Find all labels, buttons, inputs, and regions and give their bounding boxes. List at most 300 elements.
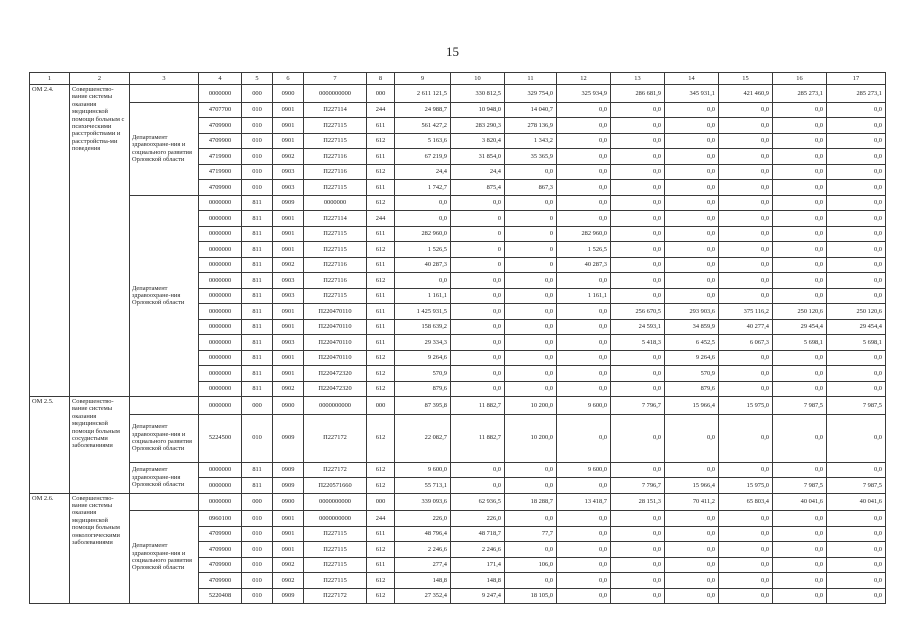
table-cell: 0,0 <box>557 526 611 542</box>
table-cell: 2 611 121,5 <box>395 85 451 103</box>
table-cell: 0,0 <box>665 273 719 289</box>
table-cell: 612 <box>367 588 395 604</box>
table-cell: 0,0 <box>557 164 611 180</box>
table-cell: 55 713,1 <box>395 478 451 494</box>
table-cell: 811 <box>242 211 273 227</box>
table-cell: 4709900 <box>199 573 242 589</box>
table-cell: 1 425 931,5 <box>395 304 451 320</box>
table-cell: 611 <box>367 304 395 320</box>
table-cell: 0901 <box>273 102 304 118</box>
table-cell: 1 526,5 <box>557 242 611 258</box>
table-cell: 22 082,7 <box>395 414 451 462</box>
table-cell: 0,0 <box>827 573 886 589</box>
table-cell: 0,0 <box>719 462 773 478</box>
table-cell: 611 <box>367 257 395 273</box>
column-header: 13 <box>611 73 665 85</box>
table-cell: 2 246,6 <box>451 542 505 558</box>
table-cell: 811 <box>242 257 273 273</box>
table-cell: 9 600,0 <box>557 397 611 415</box>
table-cell: 0,0 <box>665 542 719 558</box>
table-cell: 0,0 <box>557 588 611 604</box>
table-cell: 0000000 <box>199 366 242 382</box>
table-cell: 811 <box>242 366 273 382</box>
table-cell: 811 <box>242 242 273 258</box>
table-cell: 0,0 <box>451 273 505 289</box>
table-cell: 0901 <box>273 133 304 149</box>
table-cell: 0,0 <box>773 242 827 258</box>
table-cell: П220470110 <box>304 319 367 335</box>
table-cell: 612 <box>367 350 395 366</box>
table-cell: 0,0 <box>773 211 827 227</box>
table-cell: 0,0 <box>611 414 665 462</box>
table-cell: 0,0 <box>557 102 611 118</box>
table-cell: 0,0 <box>451 478 505 494</box>
table-cell: 0 <box>451 257 505 273</box>
table-cell: 811 <box>242 273 273 289</box>
table-cell: 0000000 <box>199 211 242 227</box>
table-cell: 867,3 <box>505 180 557 196</box>
table-cell: 0,0 <box>505 573 557 589</box>
table-row <box>30 397 886 415</box>
table-cell: 0,0 <box>451 304 505 320</box>
table-cell: 0,0 <box>611 226 665 242</box>
table-cell: 5 418,3 <box>611 335 665 351</box>
table-cell: 0,0 <box>665 226 719 242</box>
table-cell: 0909 <box>273 588 304 604</box>
table-row <box>30 493 886 511</box>
table-cell: П220571660 <box>304 478 367 494</box>
column-header: 4 <box>199 73 242 85</box>
table-cell: 0900 <box>273 493 304 511</box>
table-cell: 0 <box>451 226 505 242</box>
table-cell: 0902 <box>273 573 304 589</box>
table-cell: 0,0 <box>451 288 505 304</box>
table-cell: 0,0 <box>611 180 665 196</box>
table-cell: П220470110 <box>304 304 367 320</box>
table-cell: 0,0 <box>665 557 719 573</box>
table-cell: 0902 <box>273 257 304 273</box>
table-cell: 0 <box>451 211 505 227</box>
table-cell: 0,0 <box>773 273 827 289</box>
table-cell: 0901 <box>273 242 304 258</box>
table-cell: 010 <box>242 526 273 542</box>
table-cell: 612 <box>367 366 395 382</box>
table-cell: 0,0 <box>827 414 886 462</box>
table-cell: 24,4 <box>451 164 505 180</box>
table-row <box>30 462 886 478</box>
table-cell: 010 <box>242 164 273 180</box>
table-cell: 0000000 <box>199 462 242 478</box>
table-cell: П227172 <box>304 414 367 462</box>
table-cell: 0,0 <box>395 211 451 227</box>
table-cell: 345 931,1 <box>665 85 719 103</box>
table-cell: 0,0 <box>665 242 719 258</box>
table-cell: 67 219,9 <box>395 149 451 165</box>
table-cell: 0909 <box>273 414 304 462</box>
table-cell: 40 041,6 <box>773 493 827 511</box>
section-code: ОМ 2.5. <box>30 397 70 494</box>
table-cell: 0,0 <box>827 211 886 227</box>
table-cell: 7 987,5 <box>773 478 827 494</box>
table-cell: 0000000000 <box>304 85 367 103</box>
department-cell: Департамент здравоохране-ния Орловской области <box>130 195 199 397</box>
table-cell: 0903 <box>273 273 304 289</box>
table-cell: 000 <box>367 85 395 103</box>
table-cell: 0,0 <box>827 381 886 397</box>
table-cell: П227115 <box>304 573 367 589</box>
table-cell: 0,0 <box>505 304 557 320</box>
column-header: 10 <box>451 73 505 85</box>
table-cell: 244 <box>367 511 395 527</box>
table-cell: 14 040,7 <box>505 102 557 118</box>
table-cell: 0903 <box>273 288 304 304</box>
table-cell: 244 <box>367 211 395 227</box>
table-cell: 0,0 <box>451 335 505 351</box>
table-cell: 7 987,5 <box>827 478 886 494</box>
table-cell: 0,0 <box>773 195 827 211</box>
header-row <box>30 73 886 85</box>
table-cell: 612 <box>367 273 395 289</box>
table-cell: 0,0 <box>611 557 665 573</box>
table-cell: 282 960,0 <box>395 226 451 242</box>
table-cell: 15 975,0 <box>719 397 773 415</box>
table-cell: 40 287,3 <box>557 257 611 273</box>
table-cell: 330 812,5 <box>451 85 505 103</box>
table-cell: 0,0 <box>557 335 611 351</box>
table-cell: 10 200,0 <box>505 414 557 462</box>
department-cell: Департамент здравоохране-ния и социального развития Орловской области <box>130 102 199 195</box>
table-cell: 0,0 <box>557 573 611 589</box>
table-cell: 226,0 <box>451 511 505 527</box>
table-cell: 0901 <box>273 542 304 558</box>
table-cell: 0000000 <box>199 273 242 289</box>
table-cell: 250 120,6 <box>827 304 886 320</box>
table-cell: 11 882,7 <box>451 414 505 462</box>
table-cell: 0,0 <box>665 118 719 134</box>
table-cell: 0903 <box>273 335 304 351</box>
table-cell: 561 427,2 <box>395 118 451 134</box>
column-header: 5 <box>242 73 273 85</box>
table-cell: 0,0 <box>611 273 665 289</box>
table-cell: 0,0 <box>557 319 611 335</box>
table-cell: 0000000 <box>199 478 242 494</box>
column-header: 3 <box>130 73 199 85</box>
table-cell: 0,0 <box>505 335 557 351</box>
table-cell: 0901 <box>273 350 304 366</box>
table-cell: 0,0 <box>665 149 719 165</box>
table-cell: 0901 <box>273 511 304 527</box>
table-cell: 611 <box>367 526 395 542</box>
table-cell: 0901 <box>273 319 304 335</box>
table-cell: П227115 <box>304 118 367 134</box>
table-cell: 0,0 <box>827 149 886 165</box>
table-cell: 0,0 <box>827 118 886 134</box>
table-cell: П227116 <box>304 257 367 273</box>
table-cell: 010 <box>242 557 273 573</box>
table-cell: 0,0 <box>505 478 557 494</box>
table-cell: 0,0 <box>719 588 773 604</box>
table-cell: 0000000 <box>199 288 242 304</box>
table-cell: П227116 <box>304 164 367 180</box>
table-cell: 811 <box>242 478 273 494</box>
table-cell: 000 <box>242 397 273 415</box>
table-cell: 293 903,6 <box>665 304 719 320</box>
table-cell: 339 093,6 <box>395 493 451 511</box>
table-cell: 0,0 <box>505 381 557 397</box>
table-cell: 0,0 <box>719 414 773 462</box>
table-cell: 27 352,4 <box>395 588 451 604</box>
table-cell: 0000000 <box>199 304 242 320</box>
table-cell: 24,4 <box>395 164 451 180</box>
table-cell: 9 247,4 <box>451 588 505 604</box>
table-cell: 0,0 <box>773 288 827 304</box>
department-cell <box>130 85 199 103</box>
table-cell: 5 698,1 <box>827 335 886 351</box>
table-cell: 0,0 <box>611 195 665 211</box>
table-cell: 0,0 <box>719 149 773 165</box>
table-cell: 0,0 <box>611 573 665 589</box>
table-cell: 0,0 <box>719 133 773 149</box>
table-cell: 0,0 <box>451 195 505 211</box>
table-cell: 0,0 <box>719 195 773 211</box>
table-cell: 0,0 <box>665 257 719 273</box>
table-cell: 0,0 <box>611 149 665 165</box>
table-cell: 0,0 <box>505 319 557 335</box>
department-cell: Департамент здравоохране-ния Орловской области <box>130 462 199 493</box>
table-cell: 0,0 <box>719 511 773 527</box>
table-cell: 6 067,3 <box>719 335 773 351</box>
table-cell: 40 287,3 <box>395 257 451 273</box>
table-cell: 0,0 <box>611 526 665 542</box>
table-cell: 611 <box>367 335 395 351</box>
table-cell: 0,0 <box>557 478 611 494</box>
table-cell: 0,0 <box>557 414 611 462</box>
department-cell: Департамент здравоохране-ния и социального развития Орловской области <box>130 511 199 604</box>
table-cell: 0,0 <box>451 462 505 478</box>
table-cell: 0,0 <box>505 462 557 478</box>
table-cell: 4709900 <box>199 526 242 542</box>
table-cell: 0000000 <box>199 335 242 351</box>
table-cell: 24 988,7 <box>395 102 451 118</box>
table-cell: 70 411,2 <box>665 493 719 511</box>
table-cell: 0903 <box>273 164 304 180</box>
table-cell: П220470110 <box>304 350 367 366</box>
table-cell: 0,0 <box>505 366 557 382</box>
table-cell: 0901 <box>273 526 304 542</box>
section-name: Совершенство-вание системы оказания медицинской помощи больным онкологическими заболеваниями <box>70 493 130 604</box>
department-cell <box>130 493 199 511</box>
table-cell: 0,0 <box>773 511 827 527</box>
table-cell: 0000000 <box>199 195 242 211</box>
section-name: Совершенство-вание системы оказания медицинской помощи больным с психическими расстройствами и расстройства-ми поведения <box>70 85 130 397</box>
table-cell: 0,0 <box>827 288 886 304</box>
table-cell: 0,0 <box>557 273 611 289</box>
table-cell: 879,6 <box>665 381 719 397</box>
table-cell: 2 246,6 <box>395 542 451 558</box>
table-cell: 244 <box>367 102 395 118</box>
table-cell: 0,0 <box>719 118 773 134</box>
table-cell: 226,0 <box>395 511 451 527</box>
table-cell: 40 041,6 <box>827 493 886 511</box>
table-cell: 0,0 <box>451 319 505 335</box>
table-cell: 0,0 <box>395 273 451 289</box>
table-cell: 0,0 <box>557 381 611 397</box>
table-row <box>30 195 886 211</box>
table-cell: 0,0 <box>505 288 557 304</box>
table-cell: 0,0 <box>773 180 827 196</box>
table-cell: 0,0 <box>505 195 557 211</box>
table-cell: 0,0 <box>557 350 611 366</box>
table-cell: 611 <box>367 118 395 134</box>
column-header: 6 <box>273 73 304 85</box>
section-code: ОМ 2.4. <box>30 85 70 397</box>
table-cell: 0000000 <box>199 397 242 415</box>
table-cell: 0,0 <box>611 588 665 604</box>
table-cell: 611 <box>367 557 395 573</box>
table-cell: 0000000 <box>304 195 367 211</box>
table-cell: 0,0 <box>719 526 773 542</box>
table-cell: 5 163,6 <box>395 133 451 149</box>
table-cell: 0,0 <box>557 211 611 227</box>
table-cell: 0,0 <box>611 242 665 258</box>
table-cell: 0,0 <box>557 511 611 527</box>
page-number: 15 <box>446 44 459 59</box>
table-cell: П227115 <box>304 180 367 196</box>
table-cell: 18 105,0 <box>505 588 557 604</box>
table-cell: 0,0 <box>719 242 773 258</box>
table-cell: 0,0 <box>773 118 827 134</box>
table-cell: 010 <box>242 149 273 165</box>
table-cell: 0000000 <box>199 242 242 258</box>
table-cell: 0000000 <box>199 319 242 335</box>
table-cell: 0,0 <box>665 414 719 462</box>
table-cell: 0,0 <box>827 180 886 196</box>
table-cell: 0,0 <box>665 211 719 227</box>
table-cell: 010 <box>242 588 273 604</box>
column-header: 15 <box>719 73 773 85</box>
table-cell: 28 151,3 <box>611 493 665 511</box>
table-cell: 4709900 <box>199 557 242 573</box>
table-cell: 0909 <box>273 462 304 478</box>
section-code: ОМ 2.6. <box>30 493 70 604</box>
table-cell: 010 <box>242 180 273 196</box>
table-cell: 0,0 <box>827 557 886 573</box>
table-cell: 0902 <box>273 557 304 573</box>
table-cell: 0,0 <box>611 133 665 149</box>
table-cell: 0,0 <box>719 226 773 242</box>
table-cell: 0,0 <box>719 102 773 118</box>
table-cell: 106,0 <box>505 557 557 573</box>
table-cell: П227172 <box>304 588 367 604</box>
table-cell: 277,4 <box>395 557 451 573</box>
table-cell: 4709900 <box>199 118 242 134</box>
table-cell: 811 <box>242 195 273 211</box>
table-cell: 010 <box>242 542 273 558</box>
table-cell: 0,0 <box>827 350 886 366</box>
table-cell: 0,0 <box>665 102 719 118</box>
table-cell: 811 <box>242 319 273 335</box>
table-cell: 0,0 <box>719 573 773 589</box>
table-cell: 1 161,1 <box>557 288 611 304</box>
table-cell: П220472320 <box>304 366 367 382</box>
table-cell: П227115 <box>304 226 367 242</box>
table-cell: 0902 <box>273 381 304 397</box>
table-cell: П220470110 <box>304 335 367 351</box>
table-cell: 0960100 <box>199 511 242 527</box>
table-cell: 77,7 <box>505 526 557 542</box>
table-cell: 4719900 <box>199 164 242 180</box>
table-cell: П227114 <box>304 211 367 227</box>
table-cell: 0,0 <box>773 381 827 397</box>
table-cell: П227115 <box>304 526 367 542</box>
table-cell: 0,0 <box>557 180 611 196</box>
table-cell: 285 273,1 <box>773 85 827 103</box>
table-cell: 0,0 <box>665 573 719 589</box>
table-cell: 0000000000 <box>304 397 367 415</box>
table-cell: 29 454,4 <box>773 319 827 335</box>
table-cell: 811 <box>242 335 273 351</box>
table-cell: 0,0 <box>665 133 719 149</box>
table-cell: 0,0 <box>719 557 773 573</box>
table-cell: 0,0 <box>505 273 557 289</box>
table-cell: 0,0 <box>611 257 665 273</box>
table-row <box>30 511 886 527</box>
table-cell: 15 975,0 <box>719 478 773 494</box>
table-cell: 0909 <box>273 478 304 494</box>
column-header: 16 <box>773 73 827 85</box>
table-cell: 0,0 <box>611 462 665 478</box>
table-cell: 612 <box>367 164 395 180</box>
table-cell: 0,0 <box>611 542 665 558</box>
table-cell: 811 <box>242 350 273 366</box>
table-cell: 7 987,5 <box>827 397 886 415</box>
table-cell: 0,0 <box>665 164 719 180</box>
table-cell: 250 120,6 <box>773 304 827 320</box>
table-cell: 0,0 <box>611 511 665 527</box>
table-cell: 0,0 <box>665 588 719 604</box>
table-cell: 0,0 <box>773 366 827 382</box>
table-cell: 171,4 <box>451 557 505 573</box>
table-cell: 0,0 <box>557 118 611 134</box>
table-cell: 1 161,1 <box>395 288 451 304</box>
table-cell: 0,0 <box>665 180 719 196</box>
department-cell <box>130 397 199 415</box>
table-cell: П227115 <box>304 557 367 573</box>
table-cell: 0,0 <box>773 164 827 180</box>
table-cell: 0,0 <box>773 462 827 478</box>
table-cell: 0,0 <box>773 102 827 118</box>
table-cell: 0,0 <box>827 366 886 382</box>
table-cell: 0,0 <box>665 288 719 304</box>
table-cell: 010 <box>242 414 273 462</box>
table-cell: 0,0 <box>665 195 719 211</box>
table-cell: 148,8 <box>451 573 505 589</box>
table-cell: 0901 <box>273 118 304 134</box>
table-cell: 0909 <box>273 195 304 211</box>
table-cell: 0,0 <box>719 273 773 289</box>
table-cell: 34 859,9 <box>665 319 719 335</box>
table-cell: 0,0 <box>665 526 719 542</box>
table-row <box>30 85 886 103</box>
table-cell: П227115 <box>304 133 367 149</box>
table-cell: 0,0 <box>665 462 719 478</box>
table-cell: П227116 <box>304 149 367 165</box>
table-cell: 285 273,1 <box>827 85 886 103</box>
table-cell: 0,0 <box>505 164 557 180</box>
table-cell: 0,0 <box>773 588 827 604</box>
table-cell: 87 395,8 <box>395 397 451 415</box>
table-cell: 278 136,9 <box>505 118 557 134</box>
